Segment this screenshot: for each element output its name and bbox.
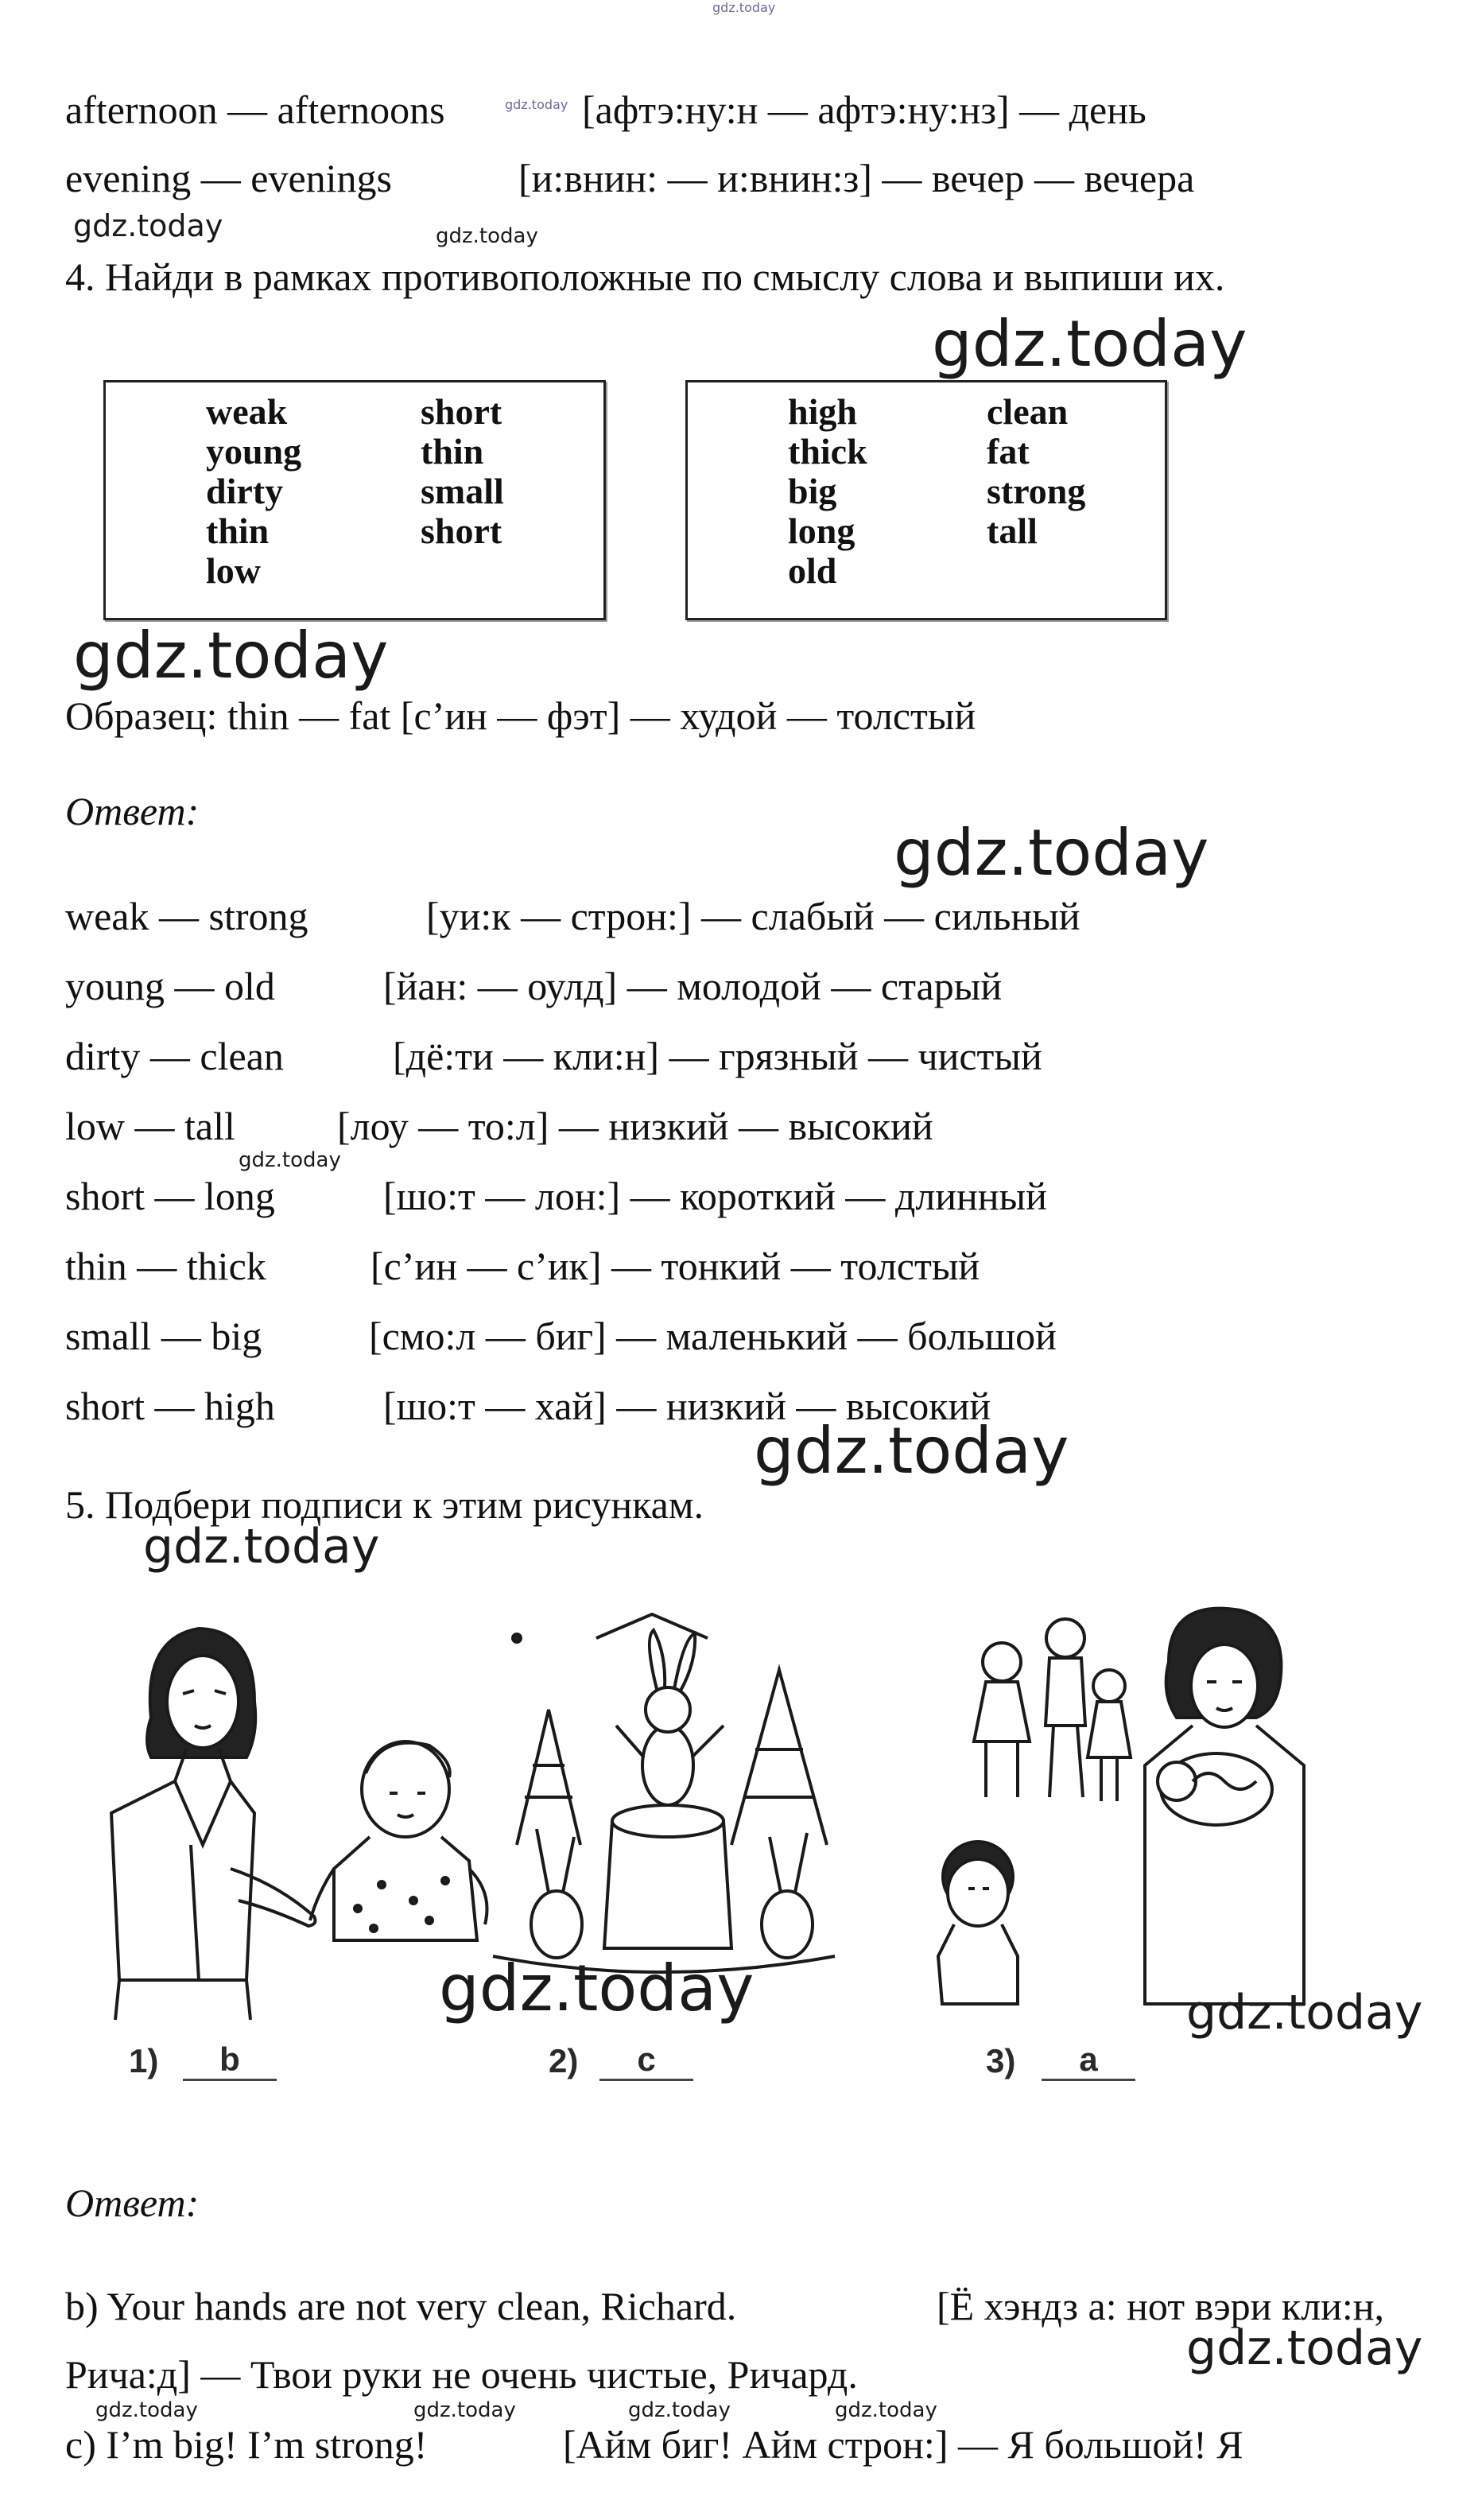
box1-word: thin <box>206 511 270 551</box>
answer-pair: thin — thick <box>65 1244 266 1288</box>
task5-answer-label: Ответ: <box>65 2180 200 2225</box>
caption-number: 3) <box>986 2042 1016 2079</box>
answer-gloss: [шо:т — лон:] — короткий — длинный <box>383 1174 1047 1218</box>
answer-gloss: [с’ин — с’ик] — тонкий — толстый <box>370 1244 980 1288</box>
box1-word: weak <box>206 391 288 432</box>
word-box-2 <box>685 380 1167 620</box>
watermark: gdz.today <box>239 1148 341 1172</box>
task5-answer-b: b) Your hands are not very clean, Richard. <box>65 2284 737 2328</box>
watermark: gdz.today <box>1186 1985 1423 2040</box>
answer-pair: dirty — clean <box>65 1034 284 1078</box>
answer-gloss: [йан: — оулд] — молодой — старый <box>383 964 1003 1008</box>
watermark: gdz.today <box>143 1519 380 1575</box>
task5-answer-c-transcription: [Айм биг! Айм строн:] — Я большой! Я <box>563 2422 1243 2467</box>
task4-title: 4. Найди в рамках противоположные по смыслу слова и выпиши их. <box>65 254 1225 299</box>
watermark: gdz.today <box>95 2398 198 2422</box>
answer-pair: small — big <box>65 1314 262 1358</box>
box1-word: young <box>206 431 302 472</box>
task5-title: 5. Подбери подписи к этим рисункам. <box>65 1482 704 1527</box>
box2-word: tall <box>987 511 1038 551</box>
box2-word: high <box>788 391 857 432</box>
watermark: gdz.today <box>835 2398 937 2422</box>
box1-word: low <box>206 550 261 591</box>
caption-number: 2) <box>549 2042 579 2079</box>
watermark: gdz.today <box>754 1414 1069 1488</box>
watermark: gdz.today <box>894 816 1209 890</box>
answer-gloss: [шо:т — хай] — низкий — высокий <box>383 1384 991 1428</box>
watermark: gdz.today <box>73 208 223 243</box>
watermark: gdz.today <box>439 1951 755 2025</box>
caption-answer-blank: b <box>183 2040 277 2081</box>
box1-word: dirty <box>206 471 284 511</box>
answer-pair: short — long <box>65 1174 275 1218</box>
answer-pair: low — tall <box>65 1104 235 1148</box>
box2-word: clean <box>987 391 1069 432</box>
answer-pair: weak — strong <box>65 894 308 938</box>
box1-word: thin <box>421 431 484 472</box>
answer-gloss: [дё:ти — кли:н] — грязный — чистый <box>393 1034 1042 1078</box>
intro-afternoon-gloss: [афтэ:ну:н — афтэ:ну:нз] — день <box>582 87 1146 132</box>
answer-pair: young — old <box>65 964 275 1008</box>
watermark: gdz.today <box>1186 2320 1423 2376</box>
illustration-mother-with-baby <box>906 1606 1352 2036</box>
box2-word: thick <box>788 431 867 472</box>
task5-answer-c: c) I’m big! I’m strong! <box>65 2422 428 2467</box>
answer-gloss: [лоу — то:л] — низкий — высокий <box>337 1104 933 1148</box>
task4-answer-label: Ответ: <box>65 789 200 833</box>
task5-answer-b-transcription: [Ё хэндз а: нот вэри кли:н, <box>937 2284 1385 2328</box>
watermark-inline: gdz.today <box>505 97 568 112</box>
watermark: gdz.today <box>436 224 538 248</box>
watermark-top: gdz.today <box>712 0 776 15</box>
intro-afternoon-words: afternoon — afternoons <box>65 87 445 132</box>
answer-pair: short — high <box>65 1384 275 1428</box>
box1-word: short <box>421 511 502 551</box>
watermark: gdz.today <box>932 307 1247 381</box>
box2-word: fat <box>987 431 1030 472</box>
caption-answer-blank: c <box>599 2040 693 2081</box>
caption-answer-blank: a <box>1042 2040 1135 2081</box>
answer-gloss: [уи:к — строн:] — слабый — сильный <box>426 894 1080 938</box>
caption-number: 1) <box>129 2042 159 2079</box>
intro-evening-gloss: [и:внин: — и:внин:з] — вечер — вечера <box>518 156 1195 200</box>
box2-word: long <box>788 511 855 551</box>
box2-word: big <box>788 471 837 511</box>
task4-sample: Образец: thin — fat [с’ин — фэт] — худой — толстый <box>65 693 976 738</box>
box2-word: old <box>788 550 837 591</box>
word-box-1 <box>103 380 606 620</box>
intro-evening-words: evening — evenings <box>65 156 393 200</box>
answer-gloss: [смо:л — биг] — маленький — большой <box>369 1314 1057 1358</box>
box1-word: short <box>421 391 502 432</box>
task5-answer-b-translation: Рича:д] — Твои руки не очень чистые, Ричард. <box>65 2352 858 2397</box>
watermark: gdz.today <box>73 619 389 693</box>
watermark: gdz.today <box>628 2398 731 2422</box>
box2-word: strong <box>987 471 1086 511</box>
watermark: gdz.today <box>413 2398 516 2422</box>
box1-word: small <box>421 471 504 511</box>
